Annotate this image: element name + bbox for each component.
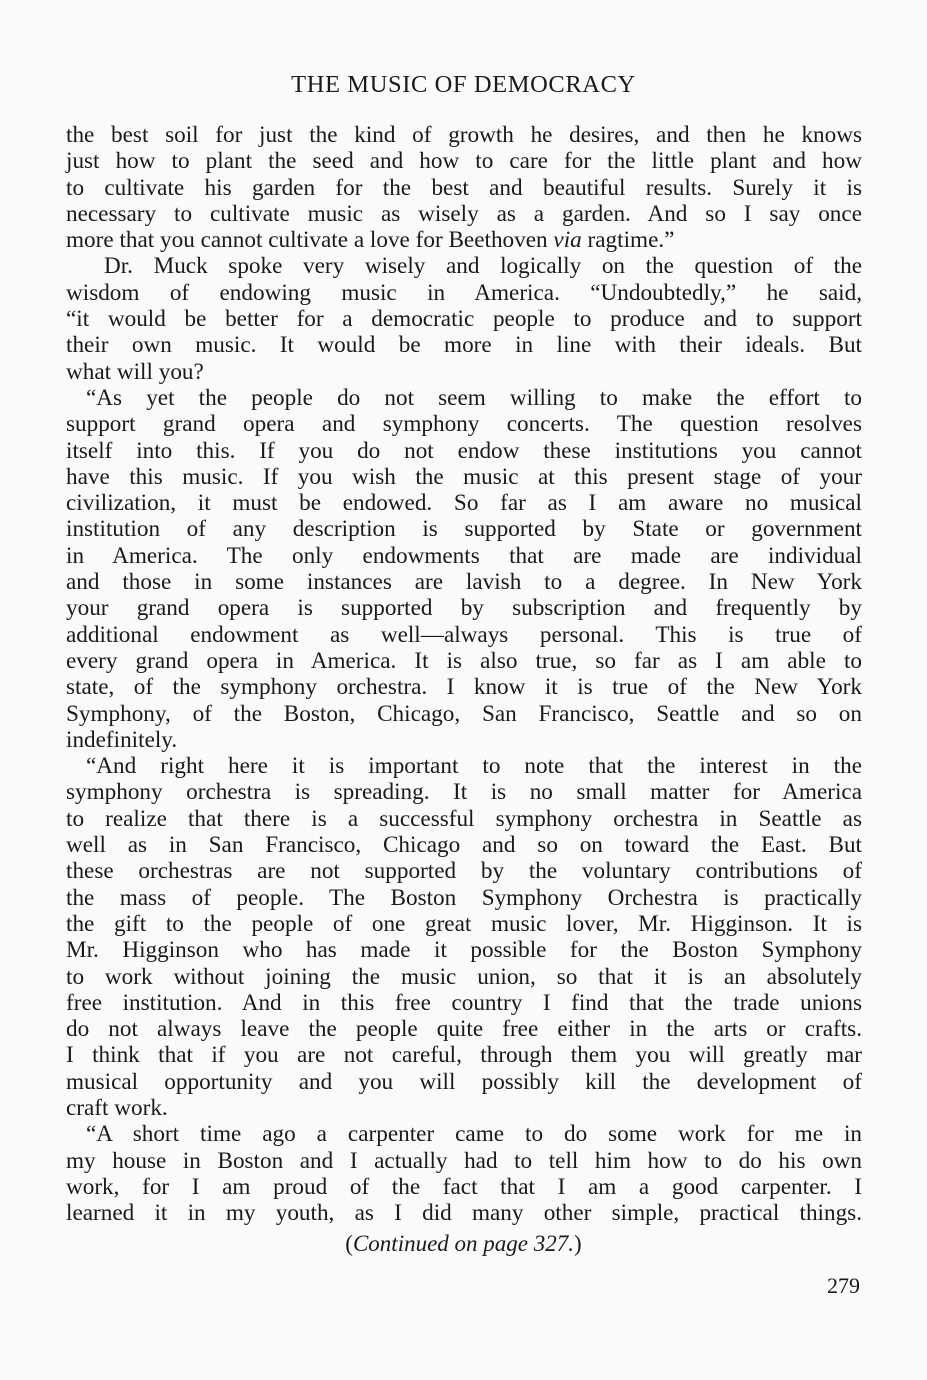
text-line-part: more that you cannot cultivate a love for Beethoven <box>66 227 554 254</box>
text-line: in America. The only endowments that are made are individual <box>66 542 862 569</box>
text-line: just how to plant the seed and how to care for the little plant and how <box>66 148 862 175</box>
text-line: necessary to cultivate music as wisely as a garden. And so I say once <box>66 200 862 227</box>
text-line-part: ragtime.” <box>581 227 675 254</box>
text-line: to realize that there is a successful symphony orchestra in Seattle as <box>66 805 862 832</box>
text-line: itself into this. If you do not endow these institutions you cannot <box>66 437 862 464</box>
text-line: work, for I am proud of the fact that I am a good carpenter. I <box>66 1173 862 1200</box>
text-line: well as in San Francisco, Chicago and so on toward the East. But <box>66 832 862 859</box>
italic-word: via <box>553 227 582 254</box>
paragraph-first-line: “And right here it is important to note that the interest in the <box>86 753 862 780</box>
text-line <box>66 227 862 253</box>
text-line: to work without joining the music union, so that it is an absolutely <box>66 963 862 990</box>
text-line: the mass of people. The Boston Symphony Orchestra is practically <box>66 884 862 911</box>
text-line: wisdom of endowing music in America. “Undoubtedly,” he said, <box>66 279 862 306</box>
text-line: the gift to the people of one great music lover, Mr. Higginson. It is <box>66 910 862 937</box>
text-line: I think that if you are not careful, through them you will greatly mar <box>66 1042 862 1069</box>
text-line: craft work. <box>66 1094 168 1121</box>
text-line: your grand opera is supported by subscription and frequently by <box>66 595 862 622</box>
close-paren: ) <box>574 1231 582 1256</box>
paragraph-first-line: “As yet the people do not seem willing to make the effort to <box>86 384 862 411</box>
paragraph-first-line: Dr. Muck spoke very wisely and logically on the question of the <box>104 253 862 280</box>
text-line: and those in some instances are lavish to a degree. In New York <box>66 569 862 596</box>
continued-note <box>0 1231 927 1257</box>
text-line: musical opportunity and you will possibly kill the development of <box>66 1068 862 1095</box>
text-line: my house in Boston and I actually had to tell him how to do his own <box>66 1147 862 1174</box>
running-head: THE MUSIC OF DEMOCRACY <box>291 71 636 98</box>
paragraph-first-line: “A short time ago a carpenter came to do some work for me in <box>86 1121 862 1148</box>
page-number: 279 <box>827 1273 860 1298</box>
text-line: free institution. And in this free country I find that the trade unions <box>66 989 862 1016</box>
text-line: to cultivate his garden for the best and beautiful results. Surely it is <box>66 174 862 201</box>
text-line: learned it in my youth, as I did many other simple, practical things. <box>66 1200 862 1227</box>
text-line: their own music. It would be more in line with their ideals. But <box>66 332 862 359</box>
text-line: the best soil for just the kind of growth he desires, and then he knows <box>66 122 862 148</box>
text-line: do not always leave the people quite free either in the arts or crafts. <box>66 1016 862 1043</box>
text-line: what will you? <box>66 358 204 385</box>
text-line: every grand opera in America. It is also true, so far as I am able to <box>66 647 862 674</box>
text-line: state, of the symphony orchestra. I know it is true of the New York <box>66 674 862 701</box>
open-paren: ( <box>345 1231 353 1256</box>
text-line: these orchestras are not supported by the voluntary contributions of <box>66 858 862 885</box>
continued-text: Continued on page 327. <box>352 1231 575 1256</box>
text-line: institution of any description is supported by State or government <box>66 516 862 543</box>
text-line: indefinitely. <box>66 726 178 753</box>
text-line: have this music. If you wish the music at this present stage of your <box>66 463 862 490</box>
text-line: civilization, it must be endowed. So far as I am aware no musical <box>66 490 862 517</box>
text-line: Symphony, of the Boston, Chicago, San Francisco, Seattle and so on <box>66 700 862 727</box>
text-line: Mr. Higginson who has made it possible for the Boston Symphony <box>66 937 862 964</box>
text-line: symphony orchestra is spreading. It is no small matter for America <box>66 779 862 806</box>
text-line: additional endowment as well—always personal. This is true of <box>66 621 862 648</box>
text-line: support grand opera and symphony concerts. The question resolves <box>66 411 862 438</box>
body-text <box>66 122 862 1226</box>
text-line: “it would be better for a democratic people to produce and to support <box>66 306 862 333</box>
